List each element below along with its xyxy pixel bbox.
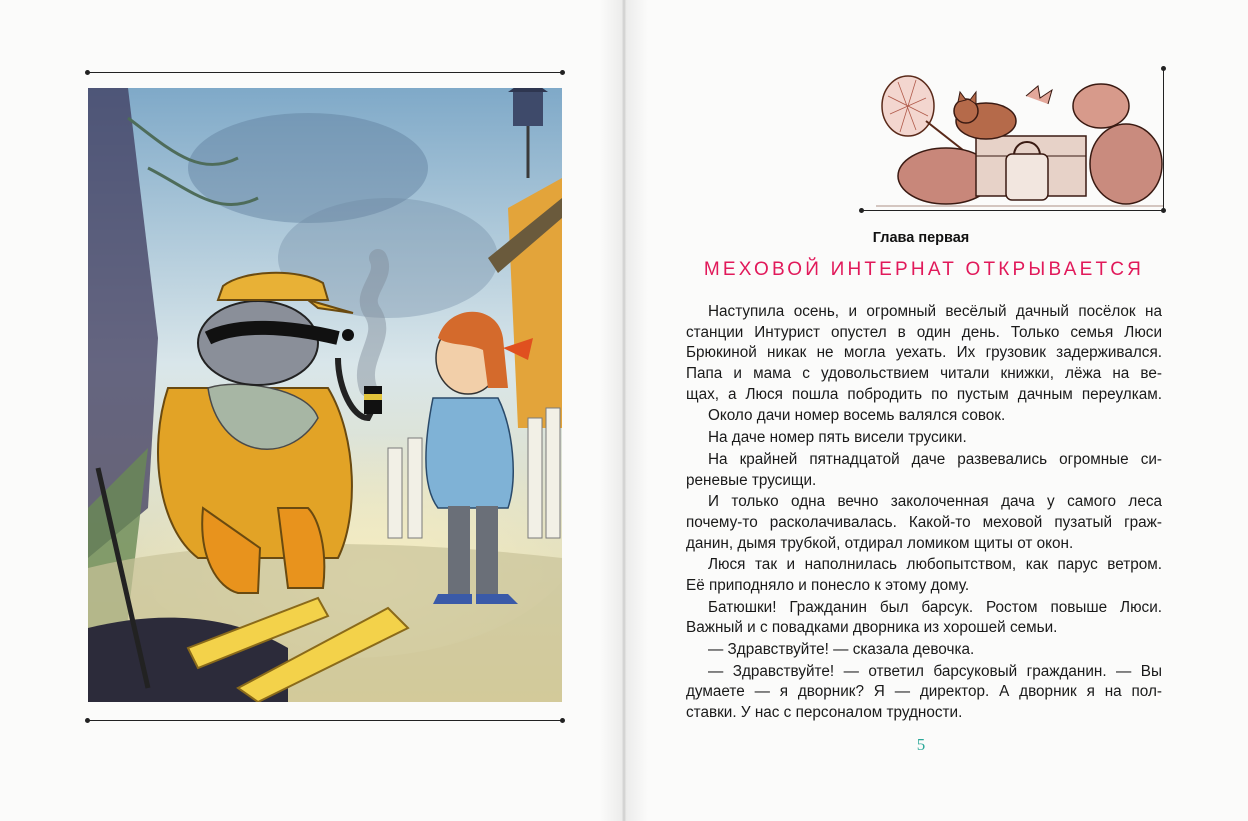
- vignette-side-rule: [1163, 70, 1164, 210]
- text-line: думаете — я дворник? Я — директор. А дворник я на пол-: [686, 683, 1162, 701]
- text-line: И только одна вечно заколоченная дача у самого леса: [708, 493, 1162, 511]
- book-gutter: [600, 0, 648, 821]
- text-line: Люся так и наполнилась любопытством, как парус ветром.: [708, 556, 1162, 574]
- vignette-rule-dot-right: [1161, 208, 1166, 213]
- bottom-rule: [88, 720, 562, 721]
- vignette-bottom-rule: [862, 210, 1164, 211]
- chapter-body-text: [686, 302, 1162, 724]
- text-line: На даче номер пять висели трусики.: [708, 429, 967, 447]
- bottom-rule-dot-right: [560, 718, 565, 723]
- text-line: ставки. У нас с персоналом трудности.: [686, 704, 963, 722]
- top-rule: [88, 72, 562, 73]
- top-rule-dot-left: [85, 70, 90, 75]
- text-line: реневые трусищи.: [686, 471, 817, 489]
- text-line: данин, дымя трубкой, отдирал ломиком щиты от окон.: [686, 534, 1074, 552]
- text-line: Важный и с повадками дворника из хорошей семьи.: [686, 619, 1058, 637]
- text-line: Наступила осень, и огромный весёлый дачный посёлок на: [708, 303, 1162, 320]
- page-number: 5: [916, 735, 926, 754]
- bottom-rule-dot-left: [85, 718, 90, 723]
- chapter-title: МЕХОВОЙ ИНТЕРНАТ ОТКРЫВАЕТСЯ: [703, 259, 1145, 280]
- text-line: — Здравствуйте! — сказала девочка.: [708, 641, 975, 658]
- text-line: На крайней пятнадцатой даче развевались огромные си-: [708, 450, 1162, 468]
- text-line: — Здравствуйте! — ответил барсуковый гражданин. — Вы: [708, 662, 1162, 680]
- text-line: Папа и мама с удовольствием читали книжки, лёжа на ве-: [686, 365, 1162, 383]
- text-line: щах, а Люся пошла побродить по пустым дачным переулкам.: [686, 385, 1162, 403]
- vignette-rule-dot-left: [859, 208, 864, 213]
- luggage-cat-net-vignette: [876, 66, 1164, 212]
- text-line: Около дачи номер восемь валялся совок.: [708, 407, 1006, 425]
- vignette-rule-dot-top: [1161, 66, 1166, 71]
- top-rule-dot-right: [560, 70, 565, 75]
- badger-and-girl-illustration: [88, 88, 562, 702]
- text-line: Брюкиной никак не могла уехать. Их грузовик задерживался.: [686, 344, 1162, 362]
- text-line: Её приподняло и понесло к этому дому.: [686, 576, 970, 594]
- text-line: станции Интурист опустел в один день. Только семья Люси: [686, 323, 1162, 341]
- chapter-label: Глава первая: [872, 230, 970, 246]
- text-line: Батюшки! Гражданин был барсук. Ростом повыше Люси.: [708, 598, 1162, 616]
- text-line: почему-то расколачивалась. Какой-то меховой пузатый граж-: [686, 513, 1162, 531]
